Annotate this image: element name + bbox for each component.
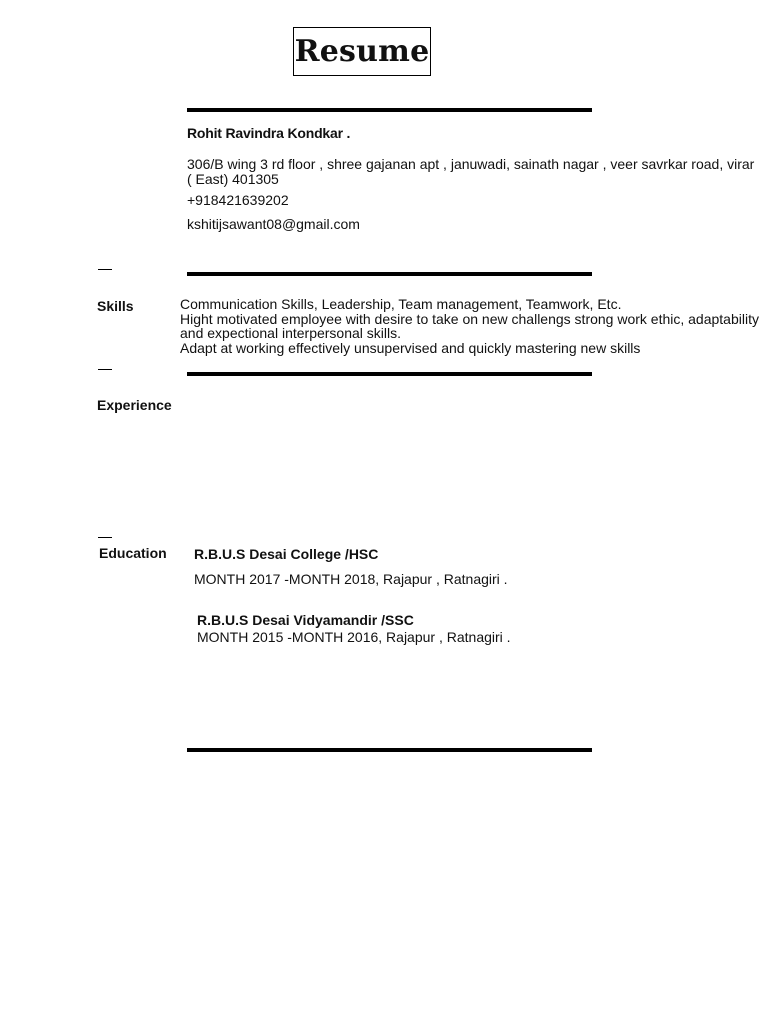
resume-title: Resume [293, 27, 431, 76]
candidate-phone: +918421639202 [187, 192, 289, 208]
education-heading: Education [99, 545, 167, 561]
education-school: R.B.U.S Desai Vidyamandir /SSC [197, 612, 414, 628]
experience-heading: Experience [97, 397, 172, 413]
skills-list [180, 297, 760, 355]
skills-heading: Skills [97, 298, 134, 314]
education-school: R.B.U.S Desai College /HSC [194, 546, 379, 562]
section-dash-skills [98, 269, 112, 270]
skills-line: Hight motivated employee with desire to take on new challengs strong work ethic, adaptability and expectional interpersonal skills. [180, 310, 759, 341]
candidate-email: kshitijsawant08@gmail.com [187, 216, 360, 232]
divider-experience [187, 372, 592, 376]
section-dash-education [98, 537, 112, 538]
education-details: MONTH 2017 -MONTH 2018, Rajapur , Ratnagiri . [194, 571, 508, 587]
skills-line: Communication Skills, Leadership, Team management, Teamwork, Etc. [180, 296, 622, 312]
divider-top [187, 108, 592, 112]
divider-skills [187, 272, 592, 276]
divider-bottom [187, 748, 592, 752]
section-dash-experience [98, 369, 112, 370]
skills-line: Adapt at working effectively unsupervised and quickly mastering new skills [180, 339, 641, 356]
candidate-name: Rohit Ravindra Kondkar . [187, 125, 351, 141]
education-details: MONTH 2015 -MONTH 2016, Rajapur , Ratnagiri . [197, 629, 511, 645]
candidate-address: 306/B wing 3 rd floor , shree gajanan apt , januwadi, sainath nagar , veer savrkar road, virar ( East) 401305 [187, 156, 755, 187]
